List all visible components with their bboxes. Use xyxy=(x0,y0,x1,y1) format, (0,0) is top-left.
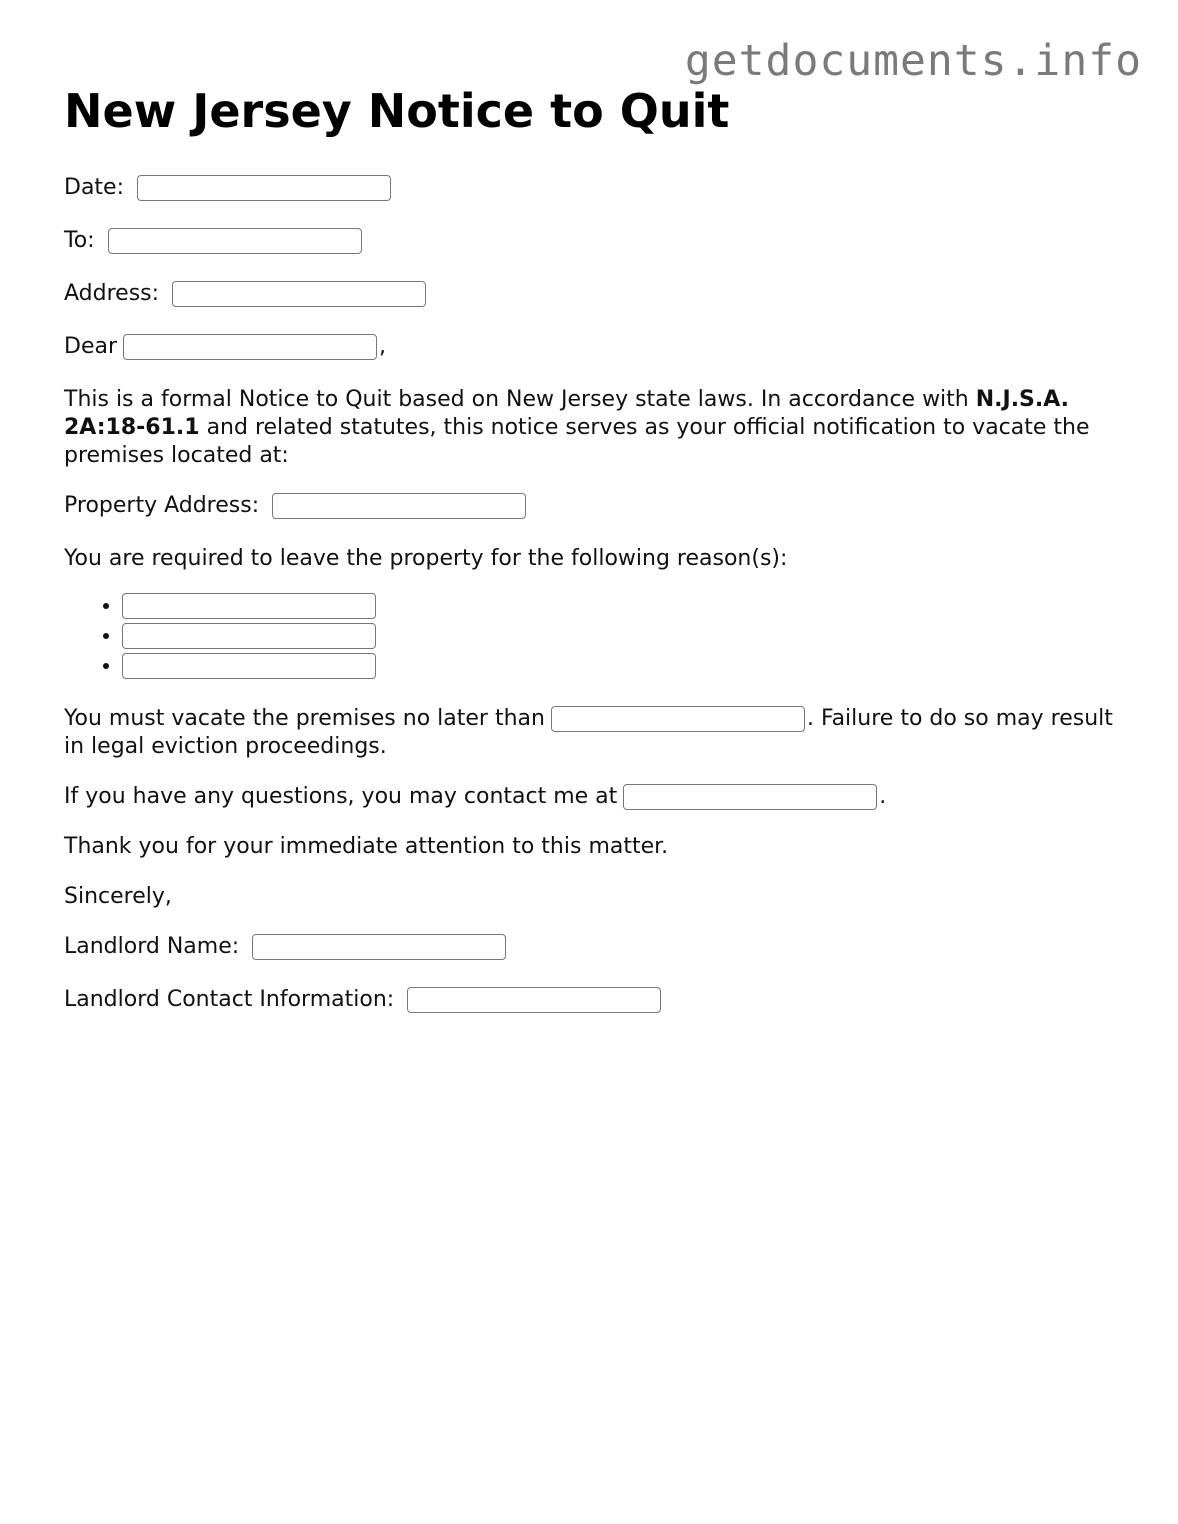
address-row xyxy=(64,280,1124,308)
vacate-date-field[interactable] xyxy=(551,706,805,732)
landlord-contact-row xyxy=(64,986,1124,1014)
reasons-list xyxy=(64,591,1124,681)
vacate-paragraph xyxy=(64,705,1124,761)
list-item xyxy=(122,591,1124,621)
property-address-field[interactable] xyxy=(272,493,526,519)
to-label: To: xyxy=(64,228,95,253)
list-item xyxy=(122,621,1124,651)
thanks-text: Thank you for your immediate attention to this matter. xyxy=(64,834,669,859)
notice-document xyxy=(64,80,1124,1039)
address-field[interactable] xyxy=(172,281,426,307)
contact-text-1: If you have any questions, you may contact me at xyxy=(64,784,618,809)
landlord-contact-label: Landlord Contact Information: xyxy=(64,987,395,1012)
page-title: New Jersey Notice to Quit xyxy=(64,84,730,138)
statute-reference: N.J.S.A. 2A:18-61.1 xyxy=(64,387,1070,440)
contact-paragraph xyxy=(64,783,1124,811)
contact-text-2: . xyxy=(879,784,887,809)
to-field[interactable] xyxy=(108,228,362,254)
contact-field[interactable] xyxy=(623,784,877,810)
salutation-comma: , xyxy=(379,334,387,359)
to-row xyxy=(64,227,1124,255)
reason-field-2[interactable] xyxy=(122,623,376,649)
intro-paragraph xyxy=(64,386,1124,470)
dear-label: Dear xyxy=(64,334,118,359)
reasons-intro: You are required to leave the property for the following reason(s): xyxy=(64,546,788,571)
property-address-label: Property Address: xyxy=(64,493,260,518)
intro-text-2: and related statutes, this notice serves as your official notification to vacate the premises located at: xyxy=(64,415,1090,468)
intro-text-1: This is a formal Notice to Quit based on New Jersey state laws. In accordance with xyxy=(64,387,976,412)
landlord-contact-field[interactable] xyxy=(407,987,661,1013)
landlord-name-row xyxy=(64,933,1124,961)
landlord-name-label: Landlord Name: xyxy=(64,934,240,959)
date-field[interactable] xyxy=(137,175,391,201)
landlord-name-field[interactable] xyxy=(252,934,506,960)
vacate-text-2: . Failure to do so may result in legal eviction proceedings. xyxy=(64,706,1113,759)
watermark: getdocuments.info xyxy=(684,36,1142,86)
salutation-row xyxy=(64,333,1124,361)
address-label: Address: xyxy=(64,281,160,306)
list-item xyxy=(122,651,1124,681)
vacate-text-1: You must vacate the premises no later than xyxy=(64,706,545,731)
reason-field-1[interactable] xyxy=(122,593,376,619)
property-address-row xyxy=(64,492,1124,520)
tenant-name-field[interactable] xyxy=(123,334,377,360)
date-row xyxy=(64,174,1124,202)
reason-field-3[interactable] xyxy=(122,653,376,679)
closing-text: Sincerely, xyxy=(64,884,172,909)
date-label: Date: xyxy=(64,175,124,200)
